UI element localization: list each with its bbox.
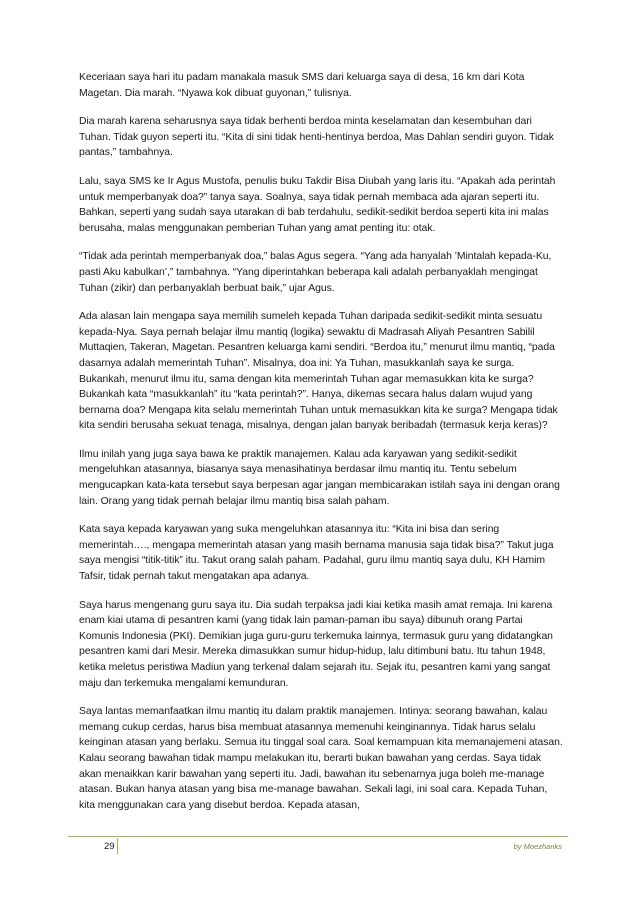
paragraph: Saya lantas memanfaatkan ilmu mantiq itu dalam praktik manajemen. Intinya: seorang bawahan, kalau memang cukup cerdas, harus bisa membuat atasannya memenuhi keinginannya. Tidak harus selalu keinginan atasan yang berlaku. Semua itu tinggal soal cara. Soal kemampuan kita memanajemeni atasan. Kalau seorang bawahan tidak mampu melakukan itu, berarti bukan bawahan yang cerdas. Saya tidak akan menaikkan karir bawahan yang seperti itu. Jadi, bawahan itu sebenarnya juga boleh me-manage atasan. Bukan hanya atasan yang bisa me-manage bawahan. Sekali lagi, ini soal cara. Kepada Tuhan, kita menggunakan cara yang disebut berdoa. Kepada atasan, (79, 706, 563, 811)
footer-divider (68, 836, 568, 837)
paragraph: Kata saya kepada karyawan yang suka mengeluhkan atasannya itu: “Kita ini bisa dan sering memerintah…., mengapa memerintah atasan yang masih bernama manusia saja tidak bisa?” Takut juga saya mengisi “titik-titik” itu. Takut orang salah paham. Padahal, guru ilmu mantiq saya dulu, KH Hamim Tafsir, tidak pernah takut mengatakan apa adanya. (79, 524, 554, 583)
paragraph: Saya harus mengenang guru saya itu. Dia sudah terpaksa jadi kiai ketika masih amat remaja. Ini karena enam kiai utama di pesantren kami (yang tidak lain paman-paman ibu saya) dibunuh orang Partai Komunis Indonesia (PKI). Demikian juga guru-guru terkemuka lainnya, termasuk guru yang didatangkan pesantren kami dari Mesir. Mereka dimasukkan sumur hidup-hidup, lalu ditimbuni batu. Itu tahun 1948, ketika meletus peristiwa Madiun yang terkenal dalam sejarah itu. Sejak itu, pesantren kami yang sangat maju dan terkemuka mengalami kemunduran. (79, 599, 553, 689)
paragraph: Dia marah karena seharusnya saya tidak berhenti berdoa minta keselamatan dan kesembuhan dari Tuhan. Tidak guyon seperti itu. “Kita di sini tidak henti-hentinya berdoa, Mas Dahlan sendiri guyon. Tidak pantas,” tambahnya. (79, 116, 554, 159)
paragraph: Ada alasan lain mengapa saya memilih sumeleh kepada Tuhan daripada sedikit-sedikit minta sesuatu kepada-Nya. Saya pernah belajar ilmu mantiq (logika) sewaktu di Madrasah Aliyah Pesantren Sabilil Muttaqien, Takeran, Magetan. Pesantren keluarga kami sendiri. “Berdoa itu,” menurut ilmu mantiq, “pada dasarnya adalah memerintah Tuhan”. Misalnya, doa ini: Ya Tuhan, masukkanlah saya ke surga. Bukankah, menurut ilmu itu, sama dengan kita memerintah Tuhan agar memasukkan kita ke surga? Bukankah kata “masukkanlah” itu “kata perintah?”. Hanya, dikemas secara halus dalam wujud yang bernama doa? Mengapa kita selalu memerintah Tuhan untuk memasukkan kita ke surga? Mengapa tidak kita sendiri berusaha sekuat tenaga, misalnya, dengan jalan banyak beribadah (termasuk kerja keras)? (79, 311, 558, 432)
page-footer (68, 836, 568, 856)
page-number-separator (117, 838, 118, 854)
page-number: 29 (104, 841, 115, 852)
paragraph: Keceriaan saya hari itu padam manakala masuk SMS dari keluarga saya di desa, 16 km dari Kota Magetan. Dia marah. “Nyawa kok dibuat guyonan,” tulisnya. (79, 72, 525, 99)
page-body (79, 70, 563, 826)
paragraph: “Tidak ada perintah memperbanyak doa,” balas Agus segera. “Yang ada hanyalah ’Mintalah kepada-Ku, pasti Aku kabulkan’,” tambahnya. “Yang diperintahkan beberapa kali adalah perbanyaklah mengingat Tuhan (zikir) dan perbanyaklah berbuat baik,” ujar Agus. (79, 251, 552, 294)
footer-credit: by Moezhanks (513, 842, 562, 851)
paragraph: Ilmu inilah yang juga saya bawa ke praktik manajemen. Kalau ada karyawan yang sedikit-sedikit mengeluhkan atasannya, biasanya saya menasihatinya berdasar ilmu mantiq itu. Tentu sebelum mengucapkan kata-kata tersebut saya berpesan agar jangan membicarakan istilah saya ini dengan orang lain. Orang yang tidak pernah belajar ilmu mantiq bisa salah paham. (79, 448, 560, 507)
paragraph: Lalu, saya SMS ke Ir Agus Mustofa, penulis buku Takdir Bisa Diubah yang laris itu. “Apakah ada perintah untuk memperbanyak doa?” tanya saya. Soalnya, saya tidak pernah membaca ada ajaran seperti itu. Bahkan, seperti yang sudah saya utarakan di bab terdahulu, sedikit-sedikit berdoa seperti kita ini malas berusaha, malas menggunakan pemberian Tuhan yang amat penting itu: otak. (79, 175, 556, 234)
